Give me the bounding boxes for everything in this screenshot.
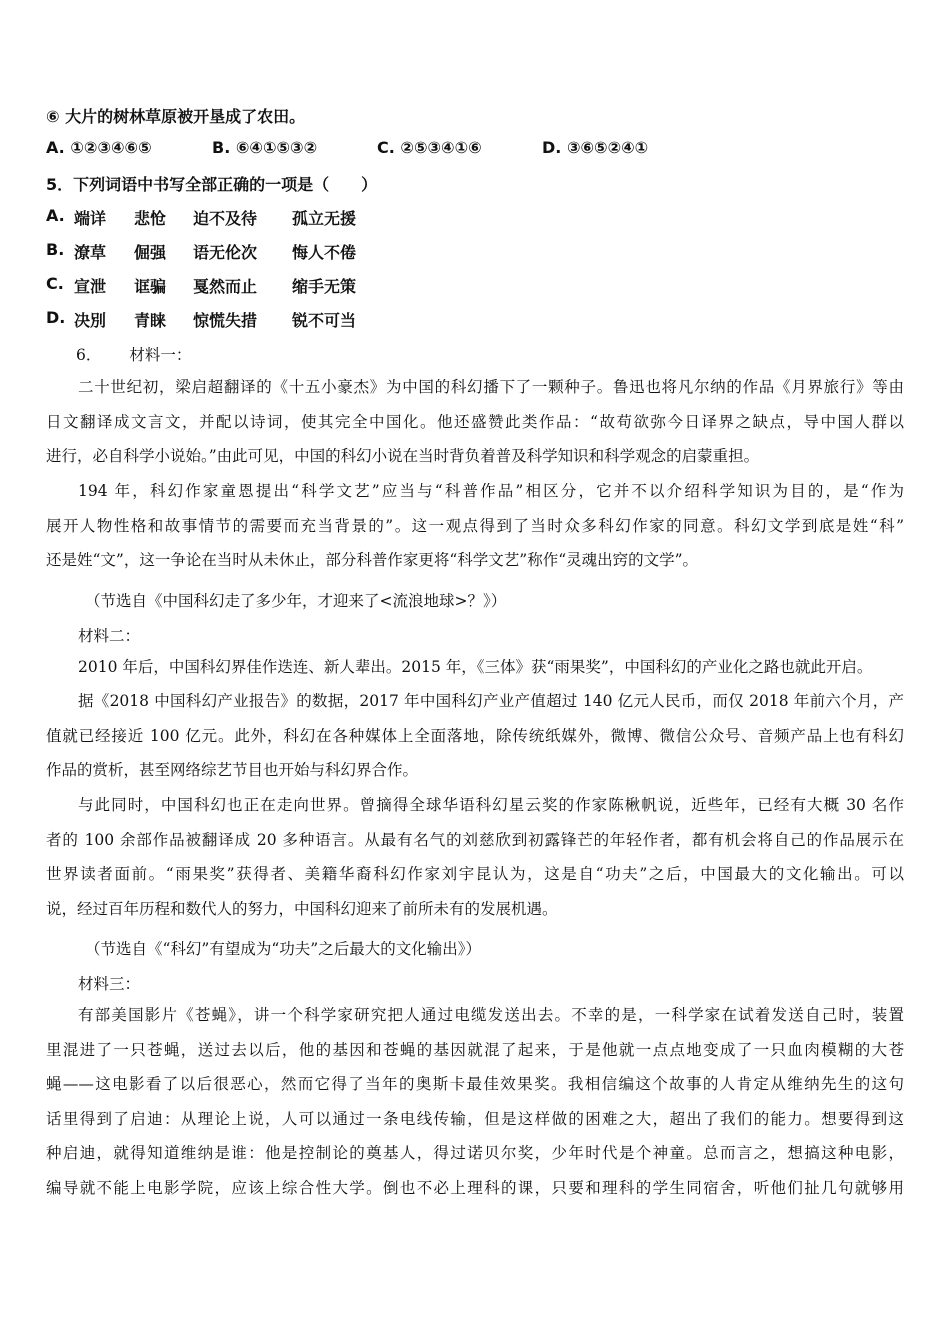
q4-option-a[interactable]: [46, 138, 152, 157]
option-letter: B.: [212, 138, 231, 157]
text-line: 与此同时，中国科幻也正在走向世界。曾摘得全球华语科幻星云奖的作家陈楸帆说，近些年，已经有大概 30 名作: [78, 796, 904, 814]
text-line: 展开人物性格和故事情节的需要而充当背景的”。这一观点得到了当时众多科幻作家的同意。科幻文学到底是姓“科”: [46, 516, 904, 535]
material1-paragraph-1: [46, 370, 904, 474]
option-letter: A.: [46, 138, 65, 157]
option-word: 青睐: [134, 311, 167, 330]
material1-paragraph-2: [46, 474, 904, 578]
option-text: ⑥④①⑤③②: [235, 138, 318, 157]
header-item-6: ⑥ 大片的树林草原被开垦成了农田。: [46, 107, 306, 126]
material1-source: （节选自《中国科幻走了多少年，才迎来了<流浪地球>？》）: [85, 592, 507, 610]
q5-stem: 5．下列词语中书写全部正确的一项是（ ）: [46, 175, 378, 194]
option-word: 锐不可当: [292, 311, 357, 330]
text-line: 世界读者面前。“雨果奖”获得者、美籍华裔科幻作家刘宇昆认为，这是自“功夫”之后，中国最大的文化输出。可以: [46, 865, 904, 883]
option-letter: A.: [46, 206, 65, 225]
option-letter: D.: [46, 308, 66, 327]
text-line: 194 年，科幻作家童恩提出“科学文艺”应当与“科普作品”相区分，它并不以介绍科学知识为目的，是“作为: [78, 482, 904, 500]
option-word: 潦草: [74, 243, 107, 262]
option-text: ③⑥⑤②④①: [566, 138, 649, 157]
option-word: 端详: [74, 209, 107, 228]
option-word: 悔人不倦: [292, 243, 357, 262]
text-line: 种启迪，就得知道维纳是谁：他是控制论的奠基人，得过诺贝尔奖，少年时代是个神童。总而言之，想搞这种电影，: [46, 1144, 904, 1162]
text-line: 说，经过百年历程和数代人的努力，中国科幻迎来了前所未有的发展机遇。: [46, 899, 558, 918]
material2-label: 材料二：: [78, 627, 141, 645]
text-line: 据《2018 中国科幻产业报告》的数据，2017 年中国科幻产业产值超过 140 亿元人民币，而仅 2018 年前六个月，产: [78, 692, 904, 710]
option-word: 悲怆: [134, 209, 167, 228]
q4-option-c[interactable]: [377, 138, 482, 157]
option-word: 孤立无援: [292, 209, 357, 228]
question-number: 6．: [76, 346, 102, 364]
material-label: 材料一：: [129, 346, 192, 364]
option-letter: C.: [377, 138, 395, 157]
option-letter: C.: [46, 274, 64, 293]
text-line: 作品的赏析，甚至网络综艺节目也开始与科幻界合作。: [46, 761, 419, 779]
text-line: 编导就不能上电影学院，应该上综合性大学。倒也不必上理科的课，只要和理科的学生同宿舍，听他们扯几句就够用: [46, 1178, 904, 1197]
q4-option-d[interactable]: [542, 138, 648, 157]
option-word: 决別: [74, 311, 107, 330]
text-line: 有部美国影片《苍蝇》，讲一个科学家研究把人通过电缆发送出去。不幸的是，一科学家在试着发送自己时，装置: [78, 1006, 904, 1024]
option-word: 戛然而止: [193, 277, 258, 296]
option-word: 倔强: [134, 243, 167, 262]
material2-paragraph-3: [46, 788, 904, 926]
text-line: 蝇——这电影看了以后很恶心，然而它得了当年的奥斯卡最佳效果奖。我相信编这个故事的人肯定从维纳先生的这句: [46, 1075, 904, 1093]
material2-paragraph-1: [46, 650, 916, 685]
material2-paragraph-2: [46, 684, 904, 788]
text-line: 进行，必自科学小说始。”由此可见，中国的科幻小说在当时背负着普及科学知识和科学观念的启蒙重担。: [46, 447, 760, 465]
option-word: 迫不及待: [193, 209, 258, 228]
text-line: 还是姓“文”，这一争论在当时从未休止，部分科普作家更将“科学文艺”称作“灵魂出窍的文学”。: [46, 551, 699, 569]
material3-label: 材料三：: [78, 975, 141, 993]
text-line: 里混进了一只苍蝇，送过去以后，他的基因和苍蝇的基因就混了起来，于是他就一点点地变成了一只血肉模糊的大苍: [46, 1040, 904, 1059]
option-letter: B.: [46, 240, 65, 259]
option-text: ①②③④⑥⑤: [70, 138, 152, 157]
material3-paragraph-1: [46, 998, 904, 1205]
option-word: 诓骗: [134, 277, 167, 296]
option-word: 惊慌失措: [193, 311, 258, 330]
q4-option-b[interactable]: [212, 138, 317, 157]
text-line: 话里得到了启迪：从理论上说，人可以通过一条电线传输，但是这样做的困难之大，超出了我们的能力。想要得到这: [46, 1109, 904, 1128]
q6-header: [76, 343, 191, 365]
text-line: 2010 年后，中国科幻界佳作迭连、新人辈出。2015 年，《三体》获“雨果奖”，中国科幻的产业化之路也就此开启。: [78, 658, 873, 676]
option-word: 语无伦次: [193, 243, 258, 262]
text-line: 值就已经接近 100 亿元。此外，科幻在各种媒体上全面落地，除传统纸媒外，微博、微信公众号、音频产品上也有科幻: [46, 726, 904, 745]
option-word: 宣泄: [74, 277, 107, 296]
option-word: 缩手无策: [292, 277, 357, 296]
material2-source: （节选自《“科幻”有望成为“功夫”之后最大的文化输出》）: [85, 940, 481, 958]
text-line: 者的 100 余部作品被翻译成 20 多种语言。从最有名气的刘慈欣到初露锋芒的年轻作者，都有机会将自己的作品展示在: [46, 830, 904, 849]
option-text: ②⑤③④①⑥: [400, 138, 482, 157]
text-line: 二十世纪初，梁启超翻译的《十五小豪杰》为中国的科幻播下了一颗种子。鲁迅也将凡尔纳的作品《月界旅行》等由: [78, 378, 904, 396]
option-letter: D.: [542, 138, 562, 157]
text-line: 日文翻译成文言文，并配以诗词，使其完全中国化。他还盛赞此类作品：“故苟欲弥今日译界之缺点，导中国人群以: [46, 412, 904, 431]
